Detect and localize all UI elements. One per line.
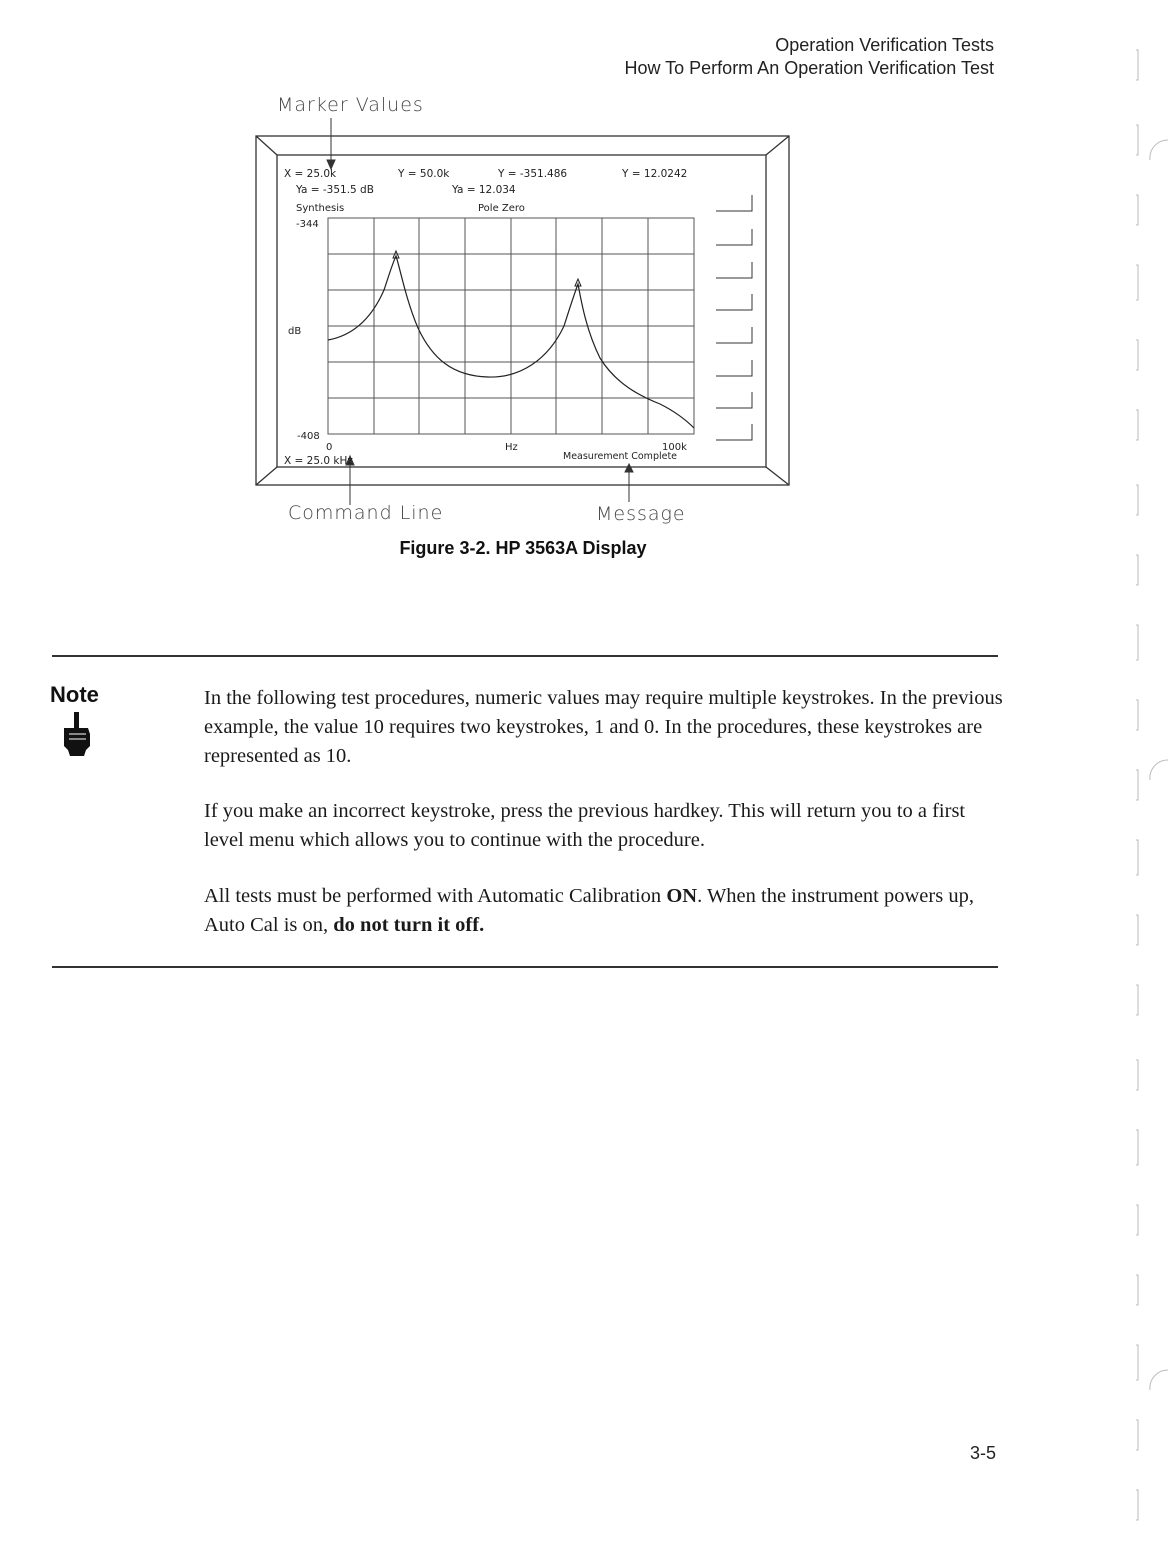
marker-ya-value-1: Ya = -351.5 dB bbox=[296, 184, 374, 196]
marker-y-value-2: Y = -351.486 bbox=[498, 168, 568, 180]
page-number: 3-5 bbox=[969, 1443, 996, 1463]
message-arrow bbox=[625, 464, 633, 472]
display-screen bbox=[277, 155, 766, 467]
x-axis-end-label: 100k bbox=[662, 442, 687, 453]
marker-y-value-1: Y = 50.0k bbox=[398, 168, 450, 180]
hp-3563a-display-figure bbox=[0, 0, 1176, 560]
note-paragraph-2: If you make an incorrect keystroke, press the previous hardkey. This will return you to a first level menu which allows you to continue with the procedure. bbox=[204, 800, 966, 851]
pointing-hand-icon bbox=[60, 712, 94, 765]
marker-x-value: X = 25.0k bbox=[284, 168, 337, 180]
note-paragraph-1: In the following test procedures, numeric values may require multiple keystrokes. In the previous example, the value 10 requires two keystrokes, 1 and 0. In the procedures, these keystrokes are represented as 10. bbox=[204, 687, 1003, 767]
note-paragraph-3: All tests must be performed with Automatic Calibration ON. When the instrument powers up, Auto Cal is on, do not turn it off. bbox=[204, 885, 974, 936]
command-line-text: X = 25.0 kHz bbox=[284, 455, 353, 467]
y-axis-unit-label: dB bbox=[288, 326, 302, 337]
y-axis-bottom-label: -408 bbox=[297, 431, 320, 442]
do-not-turn-off-emphasis: do not turn it off. bbox=[333, 914, 485, 936]
synthesis-label: Synthesis bbox=[296, 203, 345, 214]
callout-message: Message bbox=[596, 503, 686, 525]
note-top-rule bbox=[52, 655, 998, 657]
binder-edge-marks bbox=[1128, 0, 1168, 1544]
auto-cal-on-emphasis: ON bbox=[666, 885, 698, 907]
callout-marker-values: Marker Values bbox=[277, 94, 424, 116]
x-axis-start-label: 0 bbox=[326, 442, 333, 453]
y-axis-top-label: -344 bbox=[296, 219, 319, 230]
figure-caption: Figure 3-2. HP 3563A Display bbox=[399, 538, 647, 558]
note-bottom-rule bbox=[52, 966, 998, 968]
header-subsection-title: How To Perform An Operation Verification Test bbox=[624, 58, 994, 78]
marker-y-value-3: Y = 12.0242 bbox=[622, 168, 688, 180]
message-text: Measurement Complete bbox=[563, 451, 678, 462]
callout-command-line: Command Line bbox=[288, 502, 444, 524]
pole-zero-label: Pole Zero bbox=[478, 203, 525, 214]
softkey-labels bbox=[716, 195, 752, 440]
header-section-title: Operation Verification Tests bbox=[775, 35, 994, 55]
note-label: Note bbox=[50, 682, 99, 707]
x-axis-unit-label: Hz bbox=[505, 442, 518, 453]
marker-ya-value-2: Ya = 12.034 bbox=[452, 184, 516, 196]
